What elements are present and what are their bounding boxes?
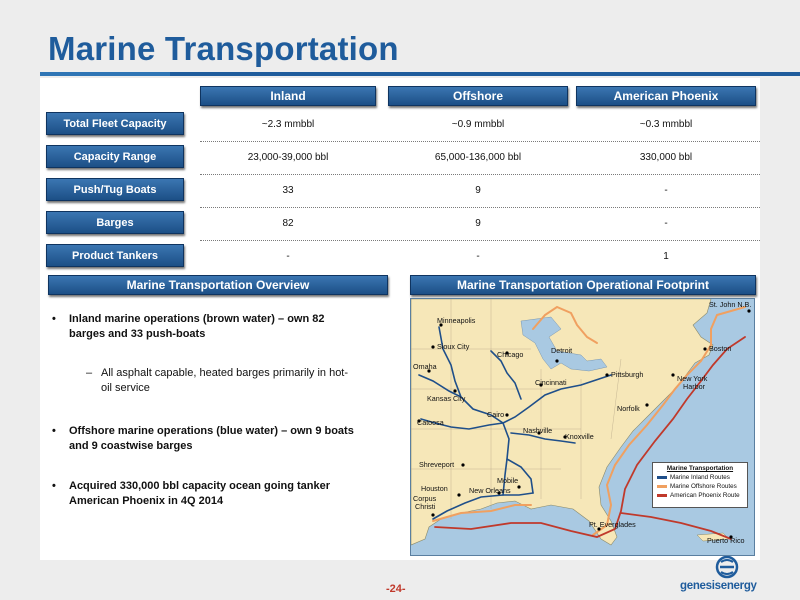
table-cell: 65,000-136,000 bbl <box>434 151 522 163</box>
city-label: Houston <box>421 484 448 493</box>
page-number: -24- <box>386 583 406 595</box>
city-label: Norfolk <box>617 404 640 413</box>
overview-bullet <box>52 479 382 511</box>
table-cell: - <box>664 184 668 196</box>
legend-item <box>657 474 747 481</box>
row-divider <box>200 141 760 142</box>
city-dot <box>431 513 434 516</box>
logo-icon <box>680 556 780 582</box>
city-label: Nashville <box>523 426 553 435</box>
col-header-offshore: Offshore <box>388 86 568 106</box>
city-dot <box>671 373 674 376</box>
city-label: Cincinnati <box>535 378 567 387</box>
city-label: Chicago <box>497 350 524 359</box>
company-logo <box>680 556 780 596</box>
city-label: Knoxville <box>565 432 594 441</box>
legend-item <box>657 492 747 499</box>
city-label: Pittsburgh <box>611 370 644 379</box>
city-label: Christi <box>415 502 436 511</box>
bullet-line: Offshore marine operations (blue water) – own 9 boats <box>69 425 354 437</box>
city-label: Puerto Rico <box>707 536 745 545</box>
city-label: St. John N.B. <box>709 300 752 309</box>
bullet-line: Acquired 330,000 bbl capacity ocean going tanker <box>69 480 331 492</box>
table-cell: 330,000 bbl <box>639 151 693 163</box>
sub-bullet-dash: – <box>86 367 93 379</box>
col-header-american-phoenix: American Phoenix <box>576 86 756 106</box>
city-label: Mobile <box>497 476 519 485</box>
table-cell: 9 <box>475 217 481 229</box>
city-label: Kansas City <box>427 394 466 403</box>
city-dot <box>645 403 648 406</box>
city-dot <box>431 345 434 348</box>
table-cell: 33 <box>282 184 294 196</box>
page-title: Marine Transportation <box>48 30 399 67</box>
table-cell: 23,000-39,000 bbl <box>247 151 329 163</box>
map-graphic <box>411 299 755 556</box>
table-cell: ~0.9 mmbbl <box>451 118 505 130</box>
sub-bullet-line: oil service <box>101 382 150 394</box>
table-cell: - <box>664 217 668 229</box>
row-divider <box>200 207 760 208</box>
bullet-line: barges and 33 push-boats <box>69 328 206 340</box>
city-dot <box>703 347 706 350</box>
us-land <box>411 299 713 545</box>
legend-label: American Phoenix Route <box>670 492 740 499</box>
table-cell: - <box>476 250 480 262</box>
city-dot <box>747 309 750 312</box>
map-header: Marine Transportation Operational Footprint <box>410 275 756 295</box>
row-label-push-tug-boats: Push/Tug Boats <box>46 178 184 201</box>
legend-label: Marine Offshore Routes <box>670 483 737 490</box>
table-cell: ~0.3 mmbbl <box>639 118 693 130</box>
overview-bullet <box>52 312 382 344</box>
bullet-line: and 9 coastwise barges <box>69 440 193 452</box>
city-label: Omaha <box>413 362 437 371</box>
city-label: New York <box>677 374 708 383</box>
table-cell: ~2.3 mmbbl <box>261 118 315 130</box>
city-label: Detroit <box>551 346 573 355</box>
row-label-product-tankers: Product Tankers <box>46 244 184 267</box>
city-label: Harbor <box>683 382 705 391</box>
legend-title: Marine Transportation <box>666 465 734 472</box>
table-cell: - <box>286 250 290 262</box>
bullet-dot: • <box>52 480 56 492</box>
legend-swatch <box>657 476 667 479</box>
city-dot <box>505 413 508 416</box>
city-label: New Orleans <box>469 486 511 495</box>
row-label-barges: Barges <box>46 211 184 234</box>
city-dot <box>555 359 558 362</box>
row-label-total-fleet-capacity: Total Fleet Capacity <box>46 112 184 135</box>
city-label: Cairo <box>487 410 505 419</box>
legend-swatch <box>657 485 667 488</box>
city-label: Shreveport <box>419 460 455 469</box>
city-label: Boston <box>709 344 732 353</box>
table-cell: 1 <box>663 250 669 262</box>
row-divider <box>200 174 760 175</box>
city-label: Minneapolis <box>437 316 476 325</box>
bullet-dot: • <box>52 313 56 325</box>
table-cell: 82 <box>282 217 294 229</box>
logo-text: genesisenergy <box>680 580 757 592</box>
city-dot <box>517 485 520 488</box>
city-label: Sioux City <box>437 342 470 351</box>
city-label: Pt. Everglades <box>589 520 636 529</box>
bullet-line: American Phoenix in 4Q 2014 <box>69 495 224 507</box>
row-divider <box>200 240 760 241</box>
title-rule <box>40 72 800 76</box>
city-dot <box>461 463 464 466</box>
table-cell: 9 <box>475 184 481 196</box>
city-label: Catoosa <box>417 418 444 427</box>
overview-bullet <box>52 424 382 456</box>
col-header-inland: Inland <box>200 86 376 106</box>
legend-item <box>657 483 747 490</box>
bullet-line: Inland marine operations (brown water) – own 82 <box>69 313 325 325</box>
legend-swatch <box>657 494 667 497</box>
row-label-capacity-range: Capacity Range <box>46 145 184 168</box>
city-dot <box>457 493 460 496</box>
city-label: Corpus <box>413 494 437 503</box>
bullet-dot: • <box>52 425 56 437</box>
map-legend <box>652 462 748 508</box>
overview-sub-bullet <box>86 366 386 398</box>
city-dot <box>453 389 456 392</box>
city-dot <box>605 373 608 376</box>
overview-header: Marine Transportation Overview <box>48 275 388 295</box>
sub-bullet-line: All asphalt capable, heated barges primarily in hot- <box>101 367 349 379</box>
legend-label: Marine Inland Routes <box>670 474 730 481</box>
footprint-map <box>410 298 755 556</box>
